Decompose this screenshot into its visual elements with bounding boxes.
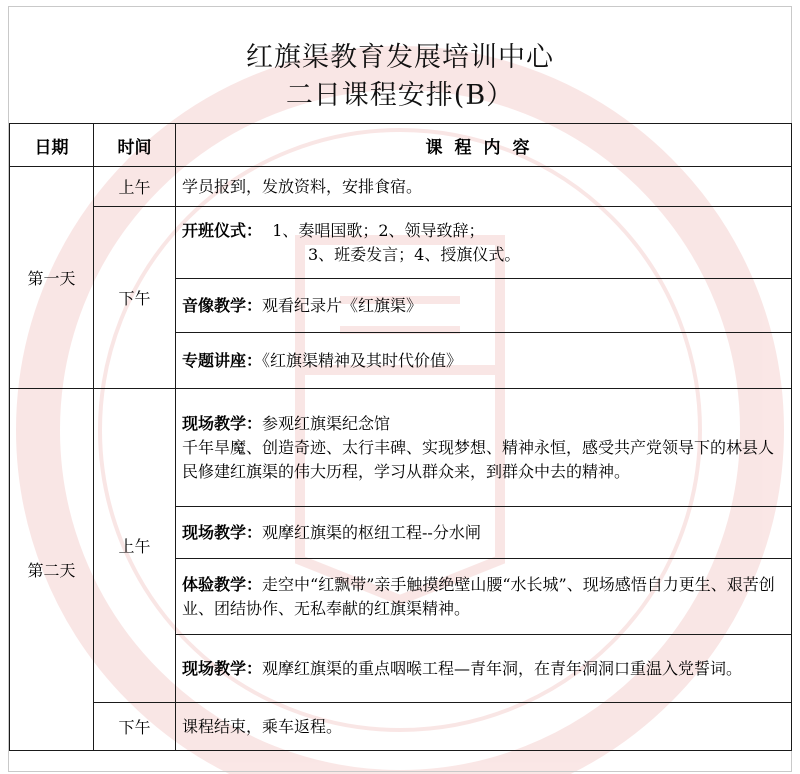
header-content: 课程内容	[176, 124, 792, 167]
document-subtitle: 二日课程安排(B）	[285, 80, 515, 111]
course-text: 观摩红旗渠的枢纽工程--分水闸	[262, 522, 481, 542]
period-label: 上午	[94, 389, 176, 703]
course-label: 专题讲座：	[182, 350, 263, 370]
header-row	[10, 124, 792, 167]
table-row	[10, 167, 792, 207]
course-label: 开班仪式：	[182, 220, 263, 240]
course-text-continued: 千年旱魔、创造奇迹、太行丰碑、实现梦想、精神永恒，感受共产党领导下的林县人民修建红旗渠的伟大历程，学习从群众来，到群众中去的精神。	[182, 437, 775, 481]
course-item	[176, 559, 792, 635]
course-item	[176, 635, 792, 703]
course-item	[176, 333, 792, 389]
header-time: 时间	[94, 124, 176, 167]
course-text: 《红旗渠精神及其时代价值》	[262, 350, 463, 370]
header-date: 日期	[10, 124, 94, 167]
course-text: 参观红旗渠纪念馆	[262, 413, 391, 433]
course-text: 观看纪录片《红旗渠》	[262, 295, 423, 315]
course-label: 体验教学：	[182, 574, 263, 594]
course-label: 现场教学：	[182, 522, 263, 542]
schedule-document	[8, 6, 792, 772]
course-text: 学员报到，发放资料，安排食宿。	[182, 176, 423, 196]
table-row	[10, 389, 792, 507]
course-item	[176, 207, 792, 279]
document-title: 红旗渠教育发展培训中心	[246, 42, 554, 73]
day-label: 第二天	[10, 389, 94, 751]
table-row	[10, 703, 792, 751]
table-row	[10, 207, 792, 279]
course-text: 走空中“红飘带”亲手触摸绝壁山腰“水长城”、现场感悟自力更生、艰苦创业、团结协作、无私奉献的红旗渠精神。	[182, 574, 775, 618]
course-text-continued: 3、班委发言；4、授旗仪式。	[308, 244, 521, 264]
schedule-table	[9, 123, 792, 751]
course-item	[176, 703, 792, 751]
period-label: 上午	[94, 167, 176, 207]
course-label: 现场教学：	[182, 658, 263, 678]
day-label: 第一天	[10, 167, 94, 389]
course-item	[176, 507, 792, 559]
course-item	[176, 389, 792, 507]
course-label: 音像教学：	[182, 295, 263, 315]
course-label: 现场教学：	[182, 413, 263, 433]
course-item	[176, 167, 792, 207]
period-label: 下午	[94, 207, 176, 389]
title-block	[9, 7, 791, 123]
course-text: 观摩红旗渠的重点咽喉工程—青年洞，在青年洞洞口重温入党誓词。	[262, 658, 743, 678]
course-text: 课程结束，乘车返程。	[182, 716, 343, 736]
course-item	[176, 279, 792, 333]
course-text: 1、奏唱国歌；2、领导致辞；	[272, 220, 485, 240]
period-label: 下午	[94, 703, 176, 751]
